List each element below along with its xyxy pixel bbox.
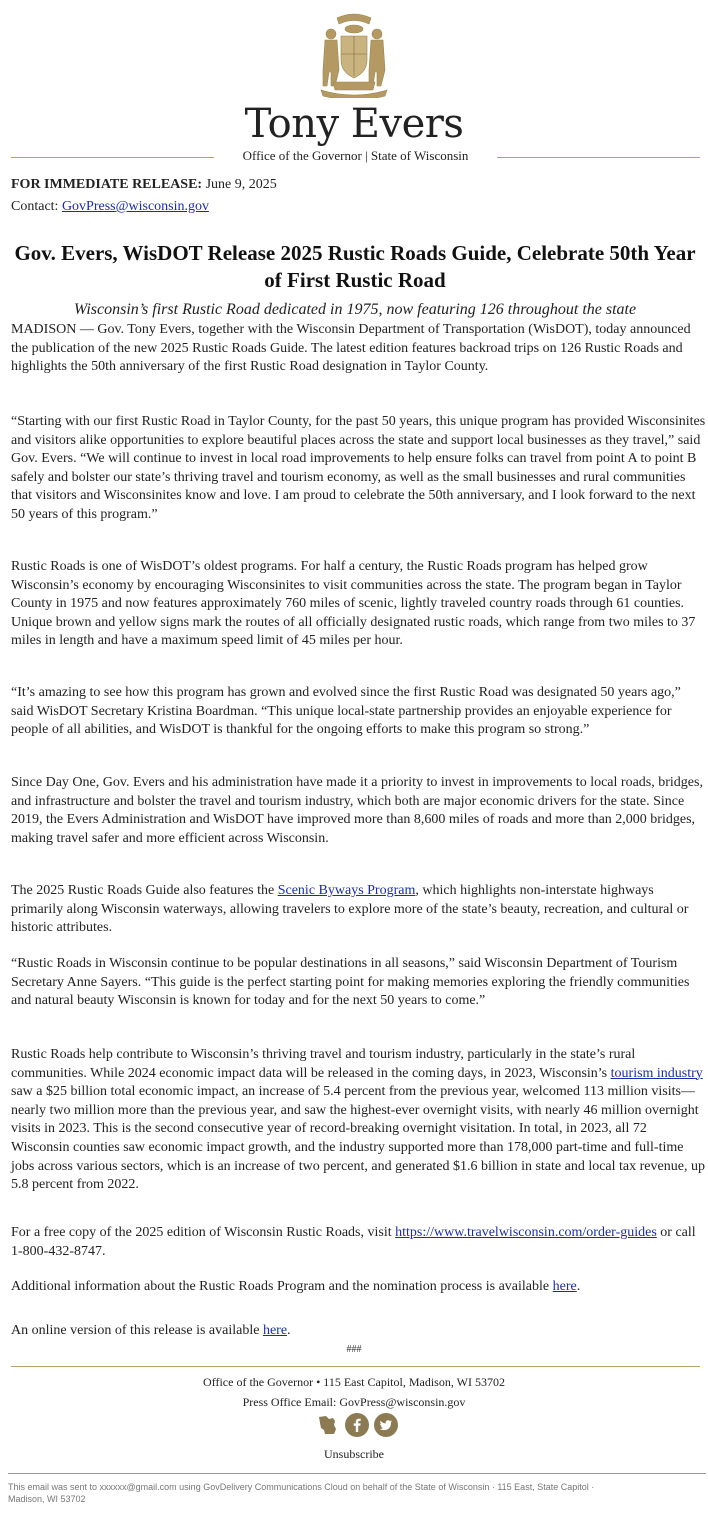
office-title: Office of the Governor | State of Wisconsin [242,148,469,163]
delivery-fineprint: This email was sent to xxxxxx@gmail.com using GovDelivery Communications Cloud on behalf of the State of Wisconsin · 115 East, State Capitol · Madison, WI 53702 [8,1482,595,1504]
bottom-divider [8,1473,706,1474]
release-label: FOR IMMEDIATE RELEASE: [11,177,203,192]
governor-name: Tony Evers [244,101,464,147]
rustic-roads-info-link[interactable]: here [552,1279,577,1294]
contact-line [11,198,209,216]
facebook-icon[interactable] [345,1413,369,1437]
paragraph-9 [11,1224,706,1261]
footer-address: Office of the Governor • 115 East Capitol, Madison, WI 53702 [203,1375,505,1389]
headline: Gov. Evers, WisDOT Release 2025 Rustic Roads Guide, Celebrate 50th Year of First Rustic Road [14,241,696,292]
paragraph-8-text-a: Rustic Roads help contribute to Wisconsin’s thriving travel and tourism industry, particularly in the state’s rural communities. While 2024 economic impact data will be released in the coming days, in 2023, Wisconsin’s [11,1047,636,1081]
wisconsin-icon[interactable] [316,1413,340,1437]
paragraph-10 [11,1278,706,1297]
footer-divider [11,1366,700,1367]
paragraph-6 [11,882,706,938]
header-divider-right [497,157,700,158]
release-line [11,176,277,194]
scenic-byways-link[interactable]: Scenic Byways Program [277,883,416,898]
social-icons [316,1413,400,1441]
twitter-icon[interactable] [374,1413,398,1437]
paragraph-6-text-b: , which highlights non-interstate highways primarily along Wisconsin waterways, allowing travelers to explore more of the state’s beauty, recreation, and cultural or historic attributes. [11,883,689,936]
footer-press-email: Press Office Email: GovPress@wisconsin.gov [242,1395,466,1409]
paragraph-2: “Starting with our first Rustic Road in Taylor County, for the past 50 years, this unique program has provided Wisconsinites and visitors alike opportunities to explore beautiful places across the state and support local businesses as they travel,” said Gov. Evers. “We will continue to invest in local road improvements to help ensure folks can travel from point A to point B safely and bolster our state’s thriving travel and tourism economy, as well as the small businesses and rural communities that visitors and Wisconsinites know and love. I am proud to celebrate the 50th anniversary, and I look forward to the next 50 years of this program.” [11,414,706,522]
paragraph-7: “Rustic Roads in Wisconsin continue to be popular destinations in all seasons,” said Wisconsin Department of Tourism Secretary Anne Sayers. “This guide is the perfect starting point for making memories exploring the friendly communities and natural beauty Wisconsin is known for today and for the next 50 years to come.” [11,956,690,1009]
paragraph-9-text-a: For a free copy of the 2025 edition of Wisconsin Rustic Roads, visit [11,1225,396,1240]
office-line [11,147,700,167]
contact-email-link[interactable]: GovPress@wisconsin.gov [61,199,209,214]
state-seal-icon [313,10,395,98]
paragraph-1: MADISON — Gov. Tony Evers, together with the Wisconsin Department of Transportation (WisDOT), today announced the publication of the new 2025 Rustic Roads Guide. The latest edition features backroad trips on 126 Rustic Roads and highlights the 50th anniversary of the first Rustic Road designation in Taylor County. [11,322,691,375]
tourism-industry-link[interactable]: tourism industry [610,1065,703,1081]
paragraph-5: Since Day One, Gov. Evers and his administration have made it a priority to invest in improvements to local roads, bridges, and infrastructure and bolster the travel and tourism industry, which both are major economic drivers for the state. Since 2019, the Evers Administration and WisDOT have improved more than 8,600 miles of roads and more than 2,000 bridges, making travel safer and more efficient across Wisconsin. [11,775,703,846]
paragraph-8-text-b: saw a $25 billion total economic impact, an increase of 5.4 percent from the previous year, welcomed 113 million visits—nearly two million more than the previous year, and saw the highest-ever overnight visits, with nearly 46 million overnight visits in 2023. This is the second consecutive year of record-breaking overnight visitation. In total, in 2023, all 72 Wisconsin counties saw economic impact growth, and the industry supported more than 178,000 part-time and full-time jobs across various sectors, which is an increase of two percent, and generated $1.6 billion in state and local tax revenue, up 5.8 percent from 2022. [11,1084,705,1193]
unsubscribe-link[interactable]: Unsubscribe [324,1447,384,1461]
subhead: Wisconsin’s first Rustic Road dedicated in 1975, now featuring 126 throughout the state [73,301,637,318]
paragraph-10-text-a: Additional information about the Rustic Roads Program and the nomination process is available [11,1279,553,1294]
paragraph-4: “It’s amazing to see how this program has grown and evolved since the first Rustic Road was designated 50 years ago,” said WisDOT Secretary Kristina Boardman. “This unique local-state partnership provides an enjoyable experience for people of all abilities, and WisDOT is thankful for the ongoing efforts to make this program so strong.” [11,685,681,738]
release-date: June 9, 2025 [205,177,277,192]
online-version-link[interactable]: here [262,1323,288,1338]
paragraph-10-text-b: . [576,1279,581,1294]
paragraph-11-text-b: . [287,1323,291,1338]
contact-label: Contact: [11,199,59,214]
paragraph-8 [11,1046,706,1195]
paragraph-9-text-b: or call 1-800-432-8747. [11,1225,696,1259]
end-mark: ### [346,1344,362,1355]
paragraph-11-text-a: An online version of this release is available [11,1323,263,1338]
paragraph-6-text-a: The 2025 Rustic Roads Guide also features the [11,883,278,898]
paragraph-11 [11,1322,706,1341]
header-divider-left [11,157,214,158]
paragraph-3: Rustic Roads is one of WisDOT’s oldest programs. For half a century, the Rustic Roads program has helped grow Wisconsin’s economy by encouraging Wisconsinites to visit communities across the state. The program began in Taylor County in 1975 and now features approximately 760 miles of scenic, lightly traveled country roads through 61 counties. Unique brown and yellow signs mark the routes of all officially designated rustic roads, which range from two miles to 37 miles in length and have a maximum speed limit of 45 miles per hour. [11,559,696,649]
order-guides-link[interactable]: https://www.travelwisconsin.com/order-guides [395,1225,657,1240]
